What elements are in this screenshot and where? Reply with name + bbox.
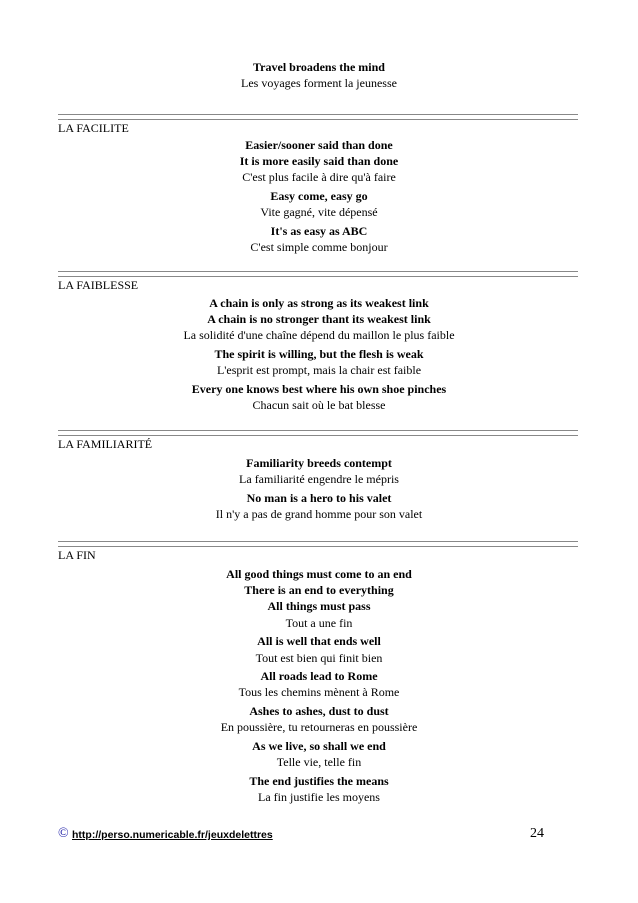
proverb-english: Every one knows best where his own shoe pinches [191, 382, 447, 396]
proverb-english: A chain is no stronger thant its weakest link [207, 312, 431, 327]
proverb-french: La solidité d'une chaîne dépend du maillon le plus faible [183, 328, 455, 343]
footer-link[interactable]: http://perso.numericable.fr/jeuxdelettres [72, 829, 273, 841]
proverb-english: Travel broadens the mind [253, 60, 385, 74]
proverb-english: All roads lead to Rome [260, 669, 378, 684]
proverb-french: L'esprit est prompt, mais la chair est faible [216, 363, 422, 378]
proverb-english: Ashes to ashes, dust to dust [249, 704, 389, 719]
proverb-english: Easy come, easy go [270, 189, 368, 204]
proverb-english: The spirit is willing, but the flesh is weak [214, 347, 424, 362]
section-separator [58, 430, 578, 436]
proverb-english: No man is a hero to his valet [246, 490, 392, 505]
proverb-english: It's as easy as ABC [270, 224, 368, 238]
proverb-english: The end justifies the means [249, 773, 389, 788]
section-separator [58, 271, 578, 277]
page-number: 24 [530, 826, 544, 841]
proverb-french: Vite gagné, vite dépensé [260, 205, 378, 220]
proverb-english: A chain is only as strong as its weakest link [209, 296, 429, 310]
proverb-french: Tout a une fin [285, 615, 353, 630]
proverb-english: There is an end to everything [244, 583, 394, 598]
proverb-french: Tous les chemins mènent à Rome [238, 685, 400, 700]
proverb-french: Tout est bien qui finit bien [255, 650, 383, 665]
proverb-french: La fin justifie les moyens [258, 790, 380, 805]
proverb-french: C'est plus facile à dire qu'à faire [242, 170, 396, 185]
section-separator [58, 541, 578, 547]
proverb-french: Il n'y a pas de grand homme pour son valet [215, 507, 423, 522]
proverb-french: Chacun sait où le bat blesse [252, 398, 386, 413]
section-heading: LA FAIBLESSE [58, 278, 139, 292]
proverb-english: All is well that ends well [257, 634, 381, 649]
proverb-english: Familiarity breeds contempt [246, 456, 392, 470]
section-heading: LA FIN [58, 548, 96, 562]
copyright-symbol: © [58, 826, 69, 841]
section-heading: LA FAMILIARITÉ [58, 437, 153, 451]
proverb-french: En poussière, tu retourneras en poussière [220, 720, 418, 735]
proverb-english: As we live, so shall we end [252, 739, 386, 753]
proverb-english: It is more easily said than done [239, 154, 399, 169]
proverb-french: La familiarité engendre le mépris [239, 472, 399, 487]
section-separator [58, 114, 578, 120]
proverb-english: Easier/sooner said than done [245, 138, 393, 152]
proverb-french: C'est simple comme bonjour [250, 240, 388, 255]
proverb-english: All good things must come to an end [226, 567, 412, 581]
proverb-french: Telle vie, telle fin [276, 755, 362, 770]
proverb-english: All things must pass [267, 599, 371, 614]
section-heading: LA FACILITE [58, 121, 129, 135]
proverb-french: Les voyages forment la jeunesse [241, 76, 397, 91]
